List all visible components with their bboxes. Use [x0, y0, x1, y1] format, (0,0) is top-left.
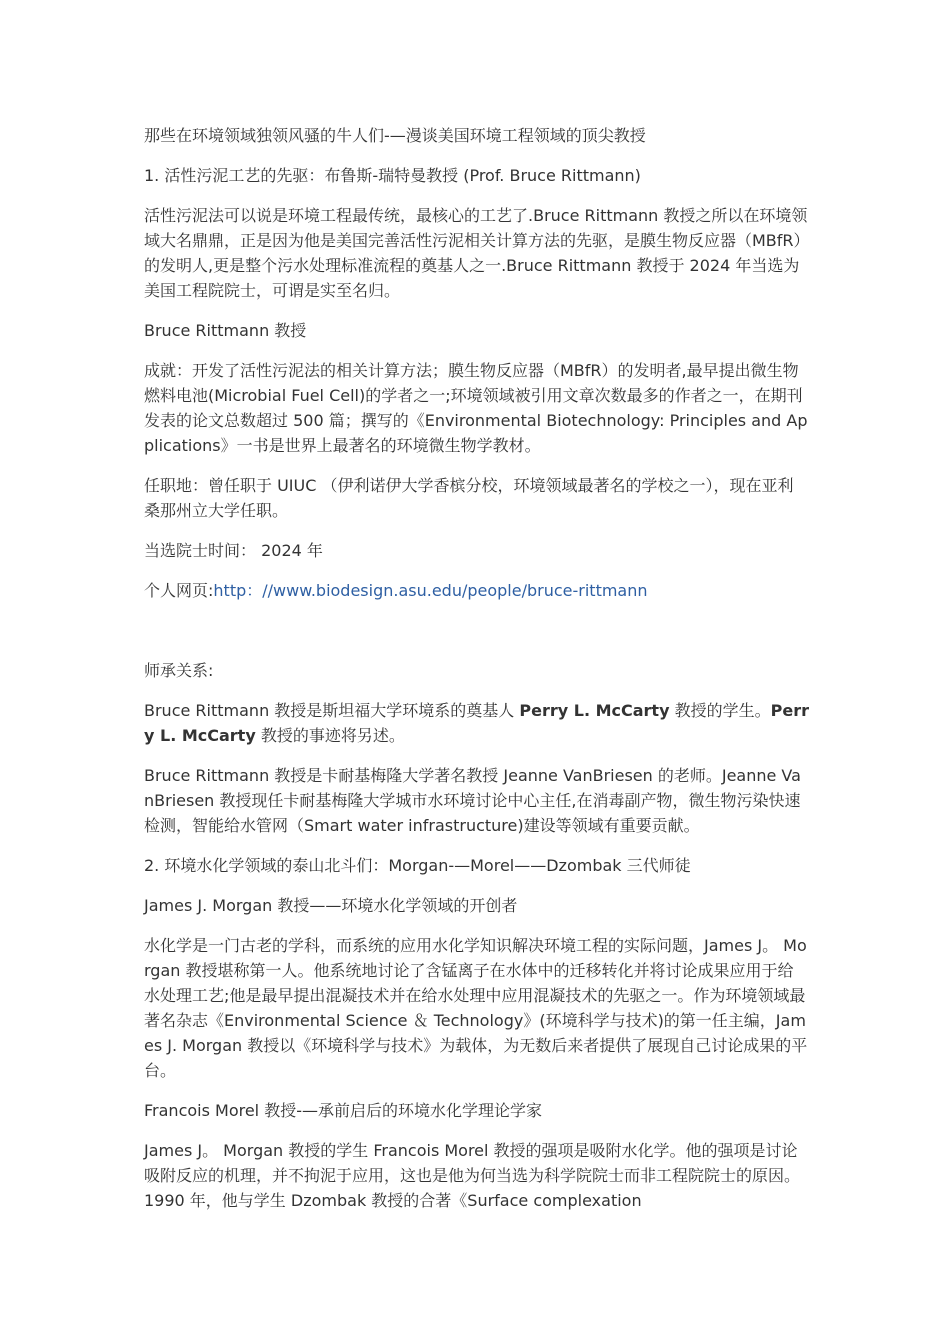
morel-heading: Francois Morel 教授-—承前启后的环境水化学理论学家	[144, 1101, 542, 1120]
lineage-paragraph-1	[144, 698, 809, 748]
lineage-heading: 师承关系:	[144, 661, 214, 680]
section2-heading: 2. 环境水化学领域的泰山北斗们：Morgan-—Morel——Dzombak 三代师徒	[144, 856, 691, 875]
lineage1-bold-name-1: Perry L. McCarty	[519, 701, 670, 720]
spacer	[144, 618, 809, 658]
achievements-paragraph: 成就：开发了活性污泥法的相关计算方法；膜生物反应器（MBfR）的发明者,最早提出微生物燃料电池(Microbial Fuel Cell)的学者之一;环境领域被引用文章次数最多的作者之一，在期刊发表的论文总数超过 500 篇；撰写的《Environmental Biotechnology: Principles and Applications》一书是世界上最著名的环境微生物学教材。	[144, 361, 808, 455]
document-body	[144, 123, 809, 1228]
elected-paragraph: 当选院士时间： 2024 年	[144, 541, 323, 560]
section1-intro: 活性污泥法可以说是环境工程最传统，最核心的工艺了.Bruce Rittmann 教授之所以在环境领域大名鼎鼎，正是因为他是美国完善活性污泥相关计算方法的先驱，是膜生物反应器（MBfR）的发明人,更是整个污水处理标准流程的奠基人之一.Bruce Rittmann 教授于 2024 年当选为美国工程院院士，可谓是实至名归。	[144, 206, 808, 300]
lineage-paragraph-2: Bruce Rittmann 教授是卡耐基梅隆大学著名教授 Jeanne VanBriesen 的老师。Jeanne VanBriesen 教授现任卡耐基梅隆大学城市水环境讨论中心主任,在消毒副产物，微生物污染快速检测，智能给水管网（Smart water infrastructure)建设等领域有重要贡献。	[144, 766, 801, 835]
homepage-paragraph	[144, 578, 809, 603]
morel-paragraph: James J。 Morgan 教授的学生 Francois Morel 教授的强项是吸附水化学。他的强项是讨论吸附反应的机理，并不拘泥于应用，这也是他为何当选为科学院院士而非工程院院士的原因。1990 年，他与学生 Dzombak 教授的合著《Surface complexation	[144, 1141, 801, 1210]
professor-name: Bruce Rittmann 教授	[144, 321, 307, 340]
lineage1-text-c: 教授的事迹将另述。	[255, 726, 405, 745]
lineage1-text-a: Bruce Rittmann 教授是斯坦福大学环境系的奠基人	[144, 701, 520, 720]
lineage1-text-b: 教授的学生。	[669, 701, 771, 720]
document-title: 那些在环境领域独领风骚的牛人们-—漫谈美国环境工程领域的顶尖教授	[144, 126, 646, 145]
homepage-label: 个人网页:	[144, 581, 214, 600]
position-paragraph: 任职地：曾任职于 UIUC （伊利诺伊大学香槟分校，环境领域最著名的学校之一），现在亚利桑那州立大学任职。	[144, 476, 794, 520]
section1-heading: 1. 活性污泥工艺的先驱：布鲁斯-瑞特曼教授 (Prof. Bruce Rittmann)	[144, 166, 641, 185]
lineage1-bold-name-2: Perry L. McCarty	[144, 701, 809, 745]
morgan-heading: James J. Morgan 教授——环境水化学领域的开创者	[144, 896, 518, 915]
homepage-link[interactable]: http：//www.biodesign.asu.edu/people/bruce-rittmann	[213, 581, 648, 600]
morgan-paragraph: 水化学是一门古老的学科，而系统的应用水化学知识解决环境工程的实际问题，James J。 Morgan 教授堪称第一人。他系统地讨论了含锰离子在水体中的迁移转化并将讨论成果应用于给水处理工艺;他是最早提出混凝技术并在给水处理中应用混凝技术的先驱之一。作为环境领域最著名杂志《Environmental Science ＆ Technology》(环境科学与技术)的第一任主编，James J. Morgan 教授以《环境科学与技术》为载体，为无数后来者提供了展现自己讨论成果的平台。	[144, 936, 808, 1080]
